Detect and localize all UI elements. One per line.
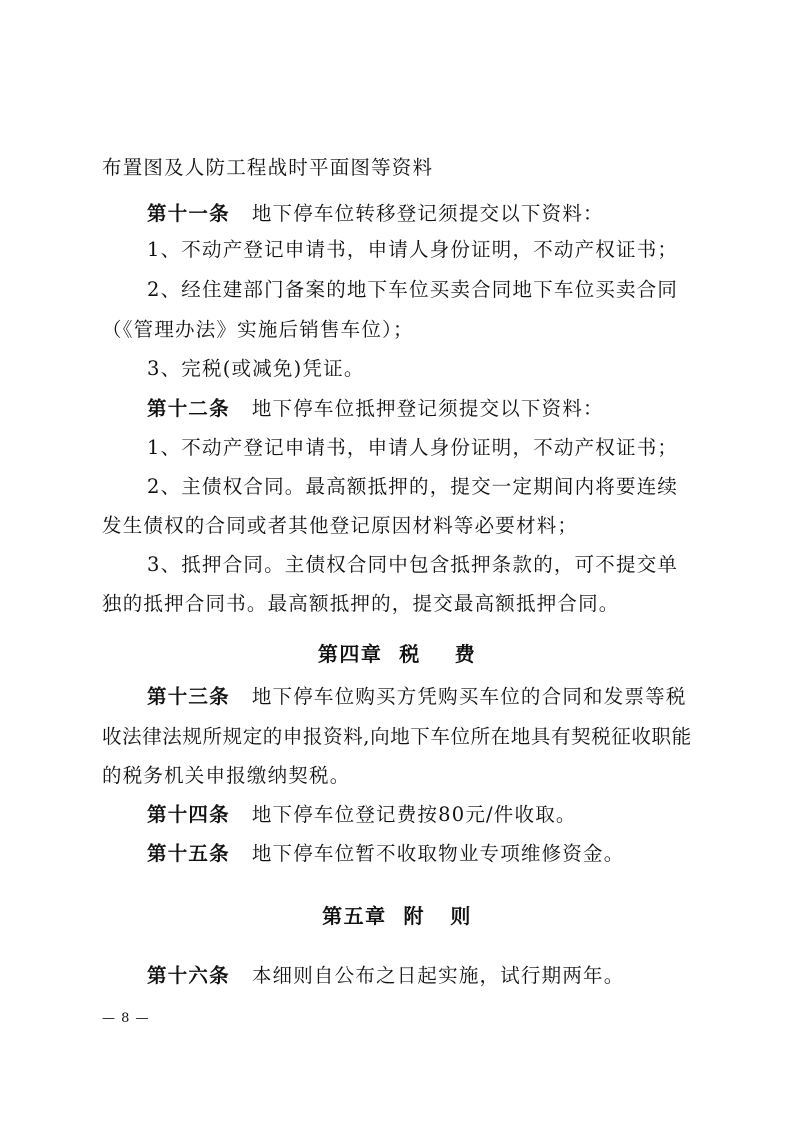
article-text: 地下停车位购买方凭购买车位的合同和发票等税 [251, 685, 687, 708]
paragraph-continuation: 布置图及人防工程战时平面图等资料 [102, 156, 434, 179]
list-item: 2、主债权合同。最高额抵押的，提交一定期间内将要连续 [147, 475, 679, 498]
article-text: 本细则自公布之日起实施，试行期两年。 [251, 964, 625, 987]
article-label: 第十二条 [147, 397, 230, 420]
article-label: 第十六条 [147, 964, 230, 987]
article-15 [102, 840, 692, 868]
list-item-continuation: （《管理办法》实施后销售车位）； [102, 318, 414, 341]
list-item: 2、经住建部门备案的地下车位买卖合同地下车位买卖合同 [147, 278, 679, 301]
article-text: 地下停车位抵押登记须提交以下资料： [251, 397, 604, 420]
article-label: 第十一条 [147, 202, 230, 225]
article-text: 地下停车位转移登记须提交以下资料： [251, 202, 604, 225]
article-label: 第十三条 [147, 685, 230, 708]
paragraph-continuation: 收法律法规所规定的申报资料,向地下车位所在地具有契税征收职能 [102, 725, 692, 748]
article-14 [102, 801, 692, 829]
paragraph-continuation: 的税务机关申报缴纳契税。 [102, 764, 351, 787]
article-13 [102, 683, 692, 711]
list-item: 3、完税(或减免)凭证。 [147, 357, 365, 380]
list-item: 3、抵押合同。主债权合同中包含抵押条款的，可不提交单 [147, 553, 679, 576]
list-item: 1、不动产登记申请书，申请人身份证明，不动产权证书； [147, 436, 679, 459]
list-item: 1、不动产登记申请书，申请人身份证明，不动产权证书； [147, 238, 679, 261]
article-text: 地下停车位登记费按80元/件收取。 [251, 803, 577, 826]
article-label: 第十四条 [147, 803, 230, 826]
article-11 [102, 200, 692, 228]
page-number: — 8 — [102, 1011, 150, 1026]
list-item-continuation: 独的抵押合同书。最高额抵押的，提交最高额抵押合同。 [102, 592, 620, 615]
article-12 [102, 395, 692, 423]
article-label: 第十五条 [147, 842, 230, 865]
article-text: 地下停车位暂不收取物业专项维修资金。 [251, 842, 625, 865]
article-16 [102, 962, 692, 990]
chapter-heading: 第五章 附 则 [322, 904, 472, 928]
chapter-heading: 第四章 税 费 [317, 642, 477, 666]
list-item-continuation: 发生债权的合同或者其他登记原因材料等必要材料； [102, 514, 579, 537]
